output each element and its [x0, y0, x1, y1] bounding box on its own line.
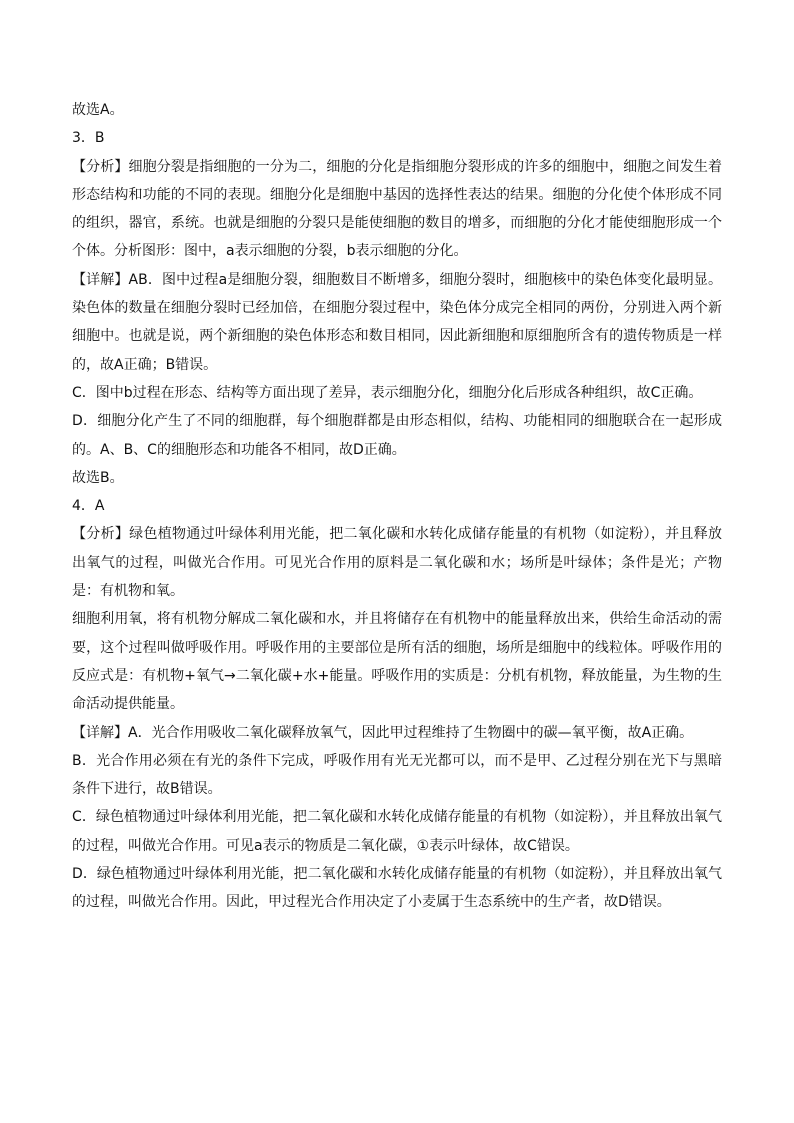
question-4-detail-c: C．绿色植物通过叶绿体利用光能，把二氧化碳和水转化成储存能量的有机物（如淀粉），并且释放出氧气的过程，叫做光合作用。可见a表示的物质是二氧化碳，①表示叶绿体，故C错误。 — [72, 809, 722, 854]
question-4-analysis: 【分析】绿色植物通过叶绿体利用光能，把二氧化碳和水转化成储存能量的有机物（如淀粉），并且释放出氧气的过程，叫做光合作用。可见光合作用的原料是二氧化碳和水；场所是叶绿体；条件是光；产物是：有机物和氧。 — [72, 526, 722, 600]
question-3-detail-c: C．图中b过程在形态、结构等方面出现了差异，表示细胞分化，细胞分化后形成各种组织，故C正确。 — [72, 384, 703, 401]
question-3-conclusion: 故选B。 — [72, 469, 124, 486]
question-4-detail-a: 【详解】A．光合作用吸收二氧化碳释放氧气，因此甲过程维持了生物圈中的碳—氧平衡，故A正确。 — [72, 724, 694, 741]
question-4-answer: 4．A — [72, 498, 105, 515]
question-3-answer: 3．B — [72, 130, 105, 147]
document-page — [72, 96, 722, 917]
question-4-detail-d: D．绿色植物通过叶绿体利用光能，把二氧化碳和水转化成储存能量的有机物（如淀粉），并且释放出氧气的过程，叫做光合作用。因此，甲过程光合作用决定了小麦属于生态系统中的生产者，故D错误。 — [72, 866, 722, 911]
question-3-detail-ab: 【详解】AB．图中过程a是细胞分裂，细胞数目不断增多，细胞分裂时，细胞核中的染色体变化最明显。染色体的数量在细胞分裂时已经加倍，在细胞分裂过程中，染色体分成完全相同的两份，分别进入两个新细胞中。也就是说，两个新细胞的染色体形态和数目相同，因此新细胞和原细胞所含有的遗传物质是一样的，故A正确；B错误。 — [72, 271, 722, 373]
question-3-analysis: 【分析】细胞分裂是指细胞的一分为二，细胞的分化是指细胞分裂形成的许多的细胞中，细胞之间发生着形态结构和功能的不同的表现。细胞分化是细胞中基因的选择性表达的结果。细胞的分化使个体形成不同的组织，器官，系统。也就是细胞的分裂只是能使细胞的数目的增多，而细胞的分化才能使细胞形成一个个体。分析图形：图中，a表示细胞的分裂，b表示细胞的分化。 — [72, 158, 722, 260]
question-4-detail-b: B．光合作用必须在有光的条件下完成，呼吸作用有光无光都可以，而不是甲、乙过程分别在光下与黑暗条件下进行，故B错误。 — [72, 752, 722, 798]
question-4-analysis-respiration: 细胞利用氧，将有机物分解成二氧化碳和水，并且将储存在有机物中的能量释放出来，供给生命活动的需要，这个过程叫做呼吸作用。呼吸作用的主要部位是所有活的细胞，场所是细胞中的线粒体。呼吸作用的反应式是：有机物+氧气→二氧化碳+水+能量。呼吸作用的实质是：分机有机物，释放能量，为生物的生命活动提供能量。 — [72, 611, 722, 713]
paragraph-conclusion-2: 故选A。 — [72, 102, 124, 118]
question-3-detail-d: D．细胞分化产生了不同的细胞群，每个细胞群都是由形态相似，结构、功能相同的细胞联合在一起形成的。A、B、C的细胞形态和功能各不相同，故D正确。 — [72, 413, 722, 458]
